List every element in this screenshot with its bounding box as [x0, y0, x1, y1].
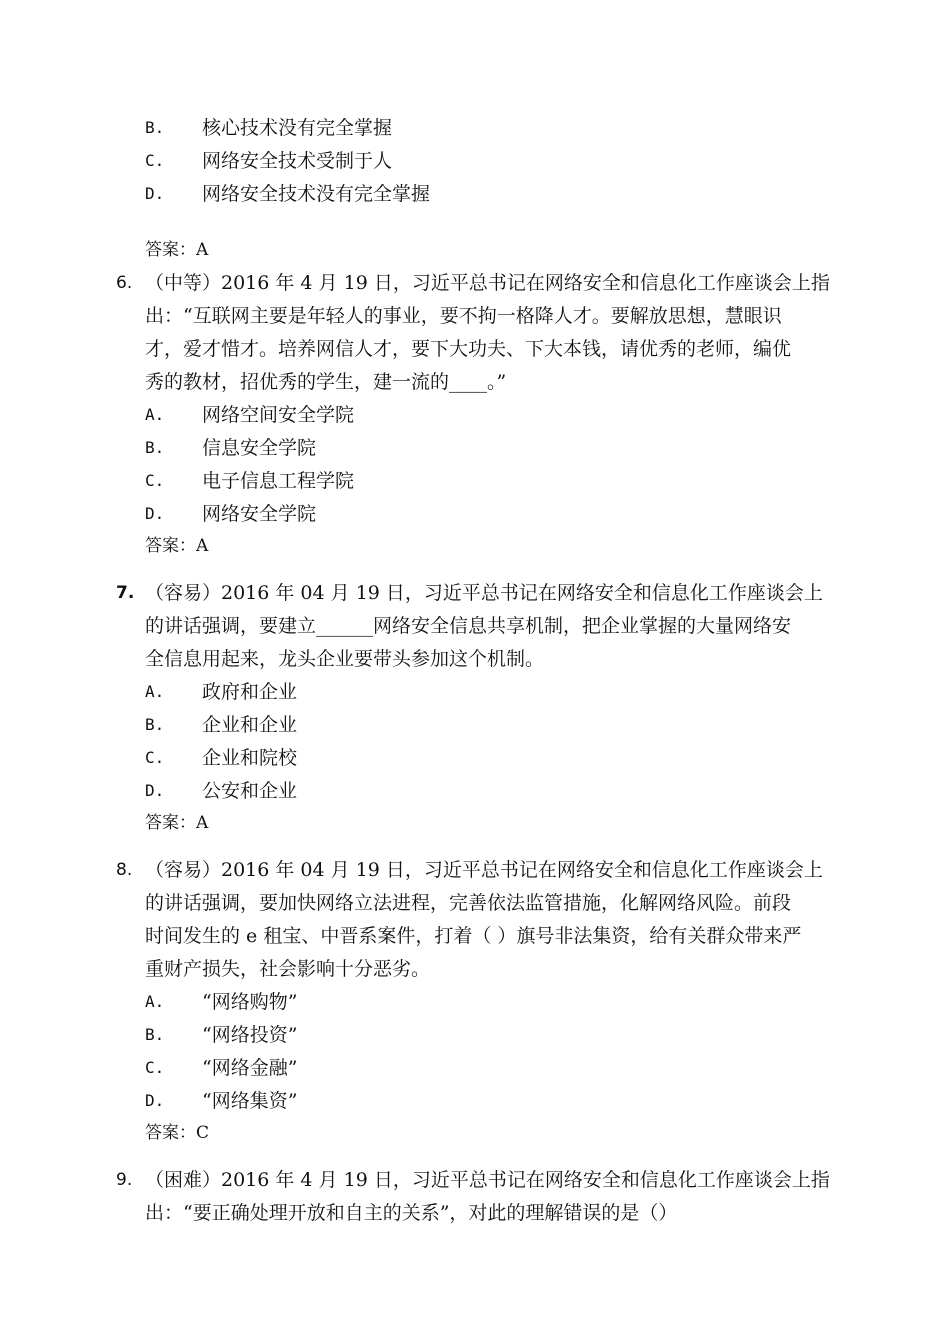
q5-option-c-letter: C.	[145, 151, 165, 170]
q6-line-2: 出：“互联网主要是年轻人的事业，要不拘一格降人才。要解放思想，慧眼识	[145, 305, 782, 327]
q7-option-b-text: 企业和企业	[202, 714, 298, 736]
q7-answer: 答案：A	[145, 813, 209, 833]
q7-option-c-text: 企业和院校	[202, 747, 298, 769]
q6-line-3: 才，爱才惜才。培养网信人才，要下大功夫、下大本钱，请优秀的老师，编优	[145, 338, 792, 360]
q6-option-a-text: 网络空间安全学院	[202, 404, 355, 426]
q7-option-a-text: 政府和企业	[202, 681, 298, 703]
q5-option-d-text: 网络安全技术没有完全掌握	[202, 183, 431, 205]
q8-option-d-text: “网络集资”	[202, 1090, 298, 1112]
q9-line-2: 出：“要正确处理开放和自主的关系”，对此的理解错误的是（）	[145, 1202, 678, 1224]
q7-number: 7.	[116, 583, 135, 603]
q6-option-b-text: 信息安全学院	[202, 437, 317, 459]
q8-line-2: 的讲话强调，要加快网络立法进程，完善依法监管措施，化解网络风险。前段	[145, 892, 792, 914]
q8-option-c-letter: C.	[145, 1058, 165, 1077]
q8-line-4: 重财产损失，社会影响十分恶劣。	[145, 958, 431, 980]
q8-answer: 答案：C	[145, 1123, 210, 1143]
q9-line-1: （困难）2016 年 4 月 19 日，习近平总书记在网络安全和信息化工作座谈会上指	[145, 1169, 830, 1191]
q5-option-b-letter: B.	[145, 118, 165, 137]
q8-option-b-text: “网络投资”	[202, 1024, 298, 1046]
q5-answer: 答案：A	[145, 240, 209, 260]
q6-line-1: （中等）2016 年 4 月 19 日，习近平总书记在网络安全和信息化工作座谈会上指	[145, 272, 830, 294]
q7-option-b-letter: B.	[145, 715, 165, 734]
q6-line-4: 秀的教材，招优秀的学生，建一流的____。”	[145, 371, 507, 393]
q6-option-b-letter: B.	[145, 438, 165, 457]
q8-line-3: 时间发生的 e 租宝、中晋系案件，打着（ ）旗号非法集资，给有关群众带来严	[145, 925, 802, 947]
q7-option-a-letter: A.	[145, 682, 165, 701]
q7-option-c-letter: C.	[145, 748, 165, 767]
q6-answer: 答案：A	[145, 536, 209, 556]
q6-option-d-text: 网络安全学院	[202, 503, 317, 525]
q6-option-d-letter: D.	[145, 504, 165, 523]
q7-option-d-letter: D.	[145, 781, 165, 800]
q8-option-b-letter: B.	[145, 1025, 165, 1044]
q6-option-a-letter: A.	[145, 405, 165, 424]
q5-option-c-text: 网络安全技术受制于人	[202, 150, 393, 172]
q8-number: 8.	[116, 860, 133, 880]
q7-option-d-text: 公安和企业	[202, 780, 298, 802]
q8-option-c-text: “网络金融”	[202, 1057, 298, 1079]
q7-line-2: 的讲话强调，要建立______网络安全信息共享机制，把企业掌握的大量网络安	[145, 615, 792, 637]
q7-line-1: （容易）2016 年 04 月 19 日，习近平总书记在网络安全和信息化工作座谈会上	[145, 582, 823, 604]
q5-option-b-text: 核心技术没有完全掌握	[202, 117, 393, 139]
q6-number: 6.	[116, 273, 133, 293]
q9-number: 9.	[116, 1170, 133, 1190]
q7-line-3: 全信息用起来，龙头企业要带头参加这个机制。	[145, 648, 545, 670]
q8-option-a-letter: A.	[145, 992, 165, 1011]
q6-option-c-letter: C.	[145, 471, 165, 490]
q8-option-a-text: “网络购物”	[202, 991, 298, 1013]
q8-option-d-letter: D.	[145, 1091, 165, 1110]
q6-option-c-text: 电子信息工程学院	[202, 470, 355, 492]
q5-option-d-letter: D.	[145, 184, 165, 203]
q8-line-1: （容易）2016 年 04 月 19 日，习近平总书记在网络安全和信息化工作座谈会上	[145, 859, 823, 881]
